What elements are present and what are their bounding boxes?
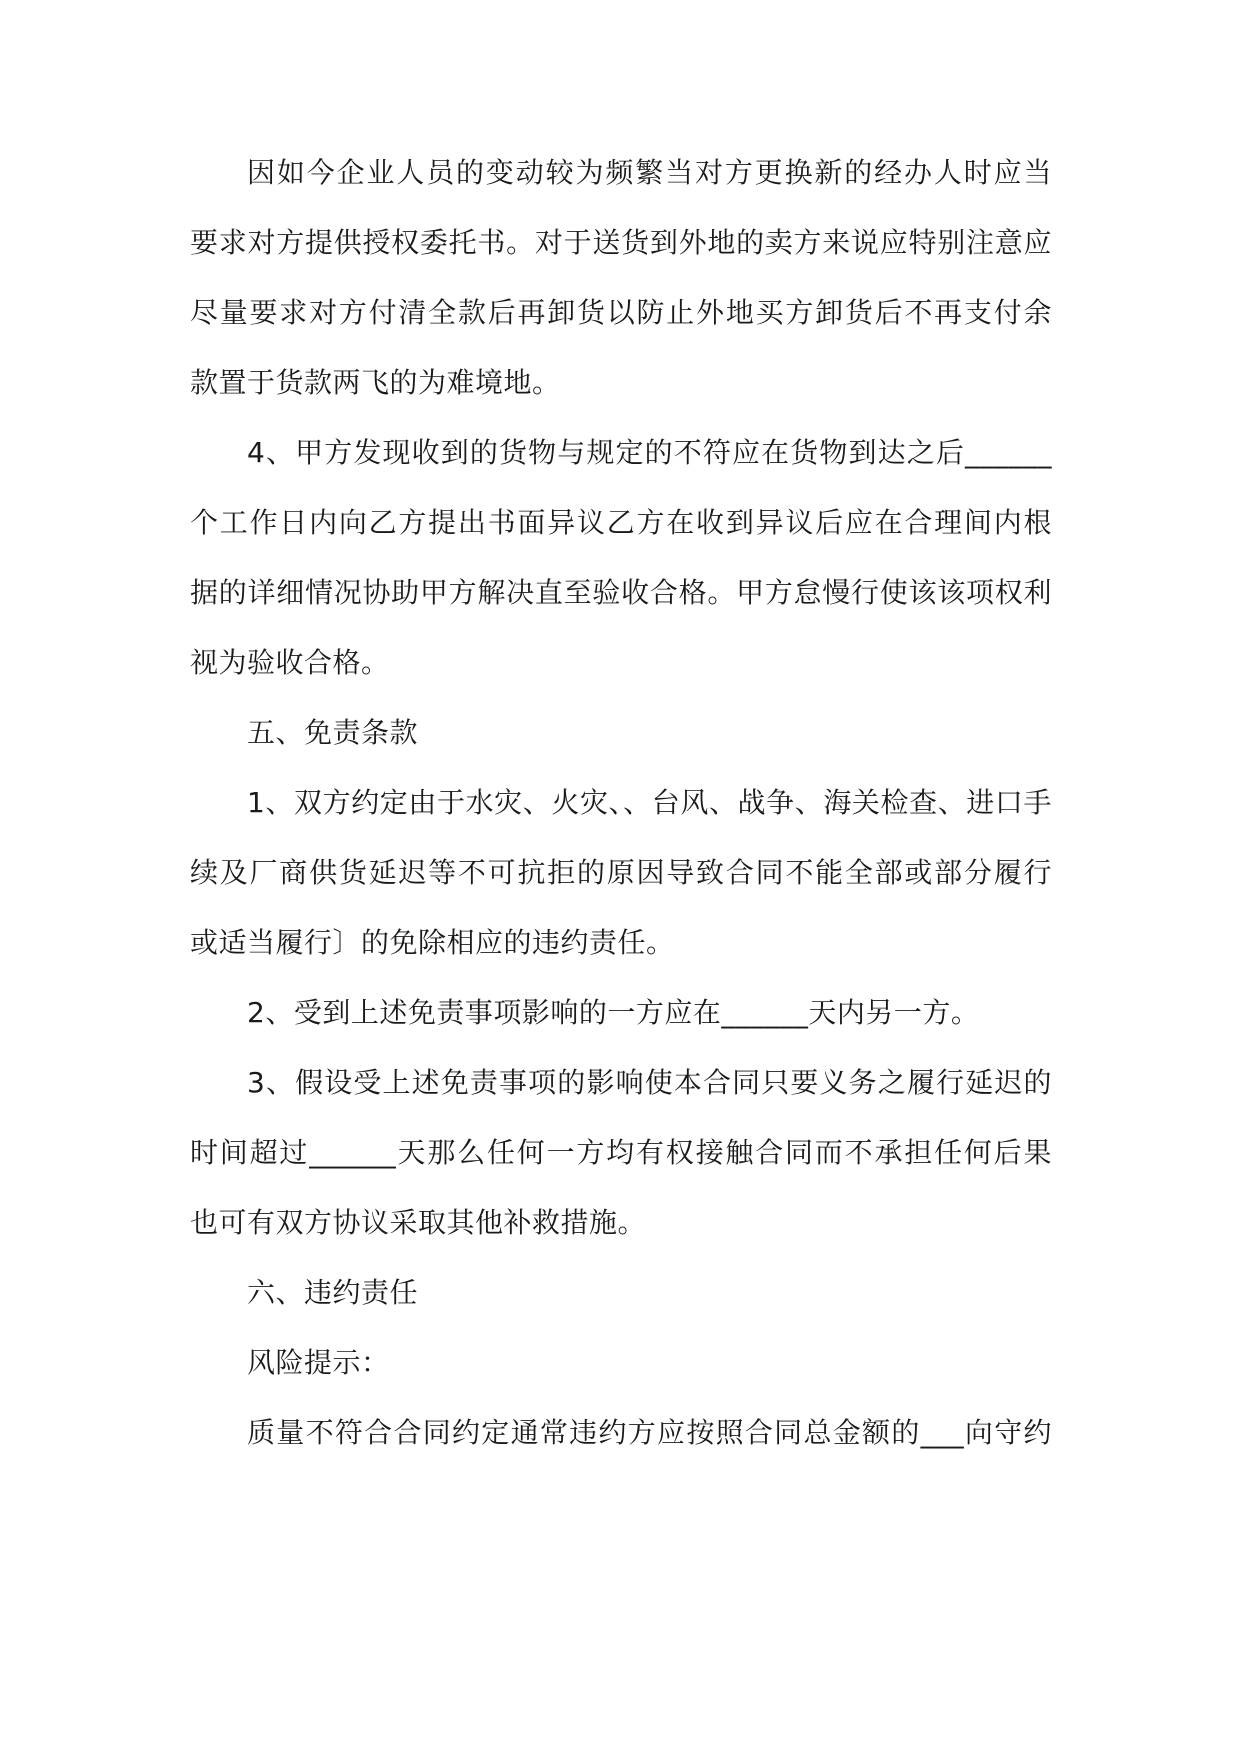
clause-line: 1、双方约定由于水灾、火灾、、台风、战争、海关检查、进口手 — [247, 786, 1052, 819]
paragraph-line: 或适当履行〕的免除相应的违约责任。 — [190, 926, 675, 959]
subheading: 风险提示： — [247, 1346, 390, 1379]
paragraph-line: 视为验收合格。 — [190, 646, 390, 679]
clause-line: 3、假设受上述免责事项的影响使本合同只要义务之履行延迟的 — [247, 1066, 1052, 1099]
paragraph-line: 款置于货款两飞的为难境地。 — [190, 366, 561, 399]
paragraph-line: 尽量要求对方付清全款后再卸货以防止外地买方卸货后不再支付余 — [190, 296, 1052, 329]
paragraph-line: 因如今企业人员的变动较为频繁当对方更换新的经办人时应当 — [247, 156, 1052, 189]
section-heading: 六、违约责任 — [247, 1276, 419, 1309]
paragraph-line: 个工作日内向乙方提出书面异议乙方在收到异议后应在合理间内根 — [190, 506, 1052, 539]
paragraph-line: 据的详细情况协助甲方解决直至验收合格。甲方怠慢行使该该项权利 — [190, 576, 1052, 609]
clause-line: 4、甲方发现收到的货物与规定的不符应在货物到达之后______ — [247, 436, 1052, 469]
paragraph-line: 时间超过______天那么任何一方均有权接触合同而不承担任何后果 — [190, 1136, 1052, 1169]
paragraph-line: 质量不符合合同约定通常违约方应按照合同总金额的___向守约 — [247, 1416, 1052, 1449]
paragraph-line: 要求对方提供授权委托书。对于送货到外地的卖方来说应特别注意应 — [190, 226, 1052, 259]
section-heading: 五、免责条款 — [247, 716, 419, 749]
paragraph-line: 续及厂商供货延迟等不可抗拒的原因导致合同不能全部或部分履行 — [190, 856, 1052, 889]
paragraph-line: 也可有双方协议采取其他补救措施。 — [190, 1206, 647, 1239]
clause-line: 2、受到上述免责事项影响的一方应在______天内另一方。 — [247, 996, 980, 1029]
